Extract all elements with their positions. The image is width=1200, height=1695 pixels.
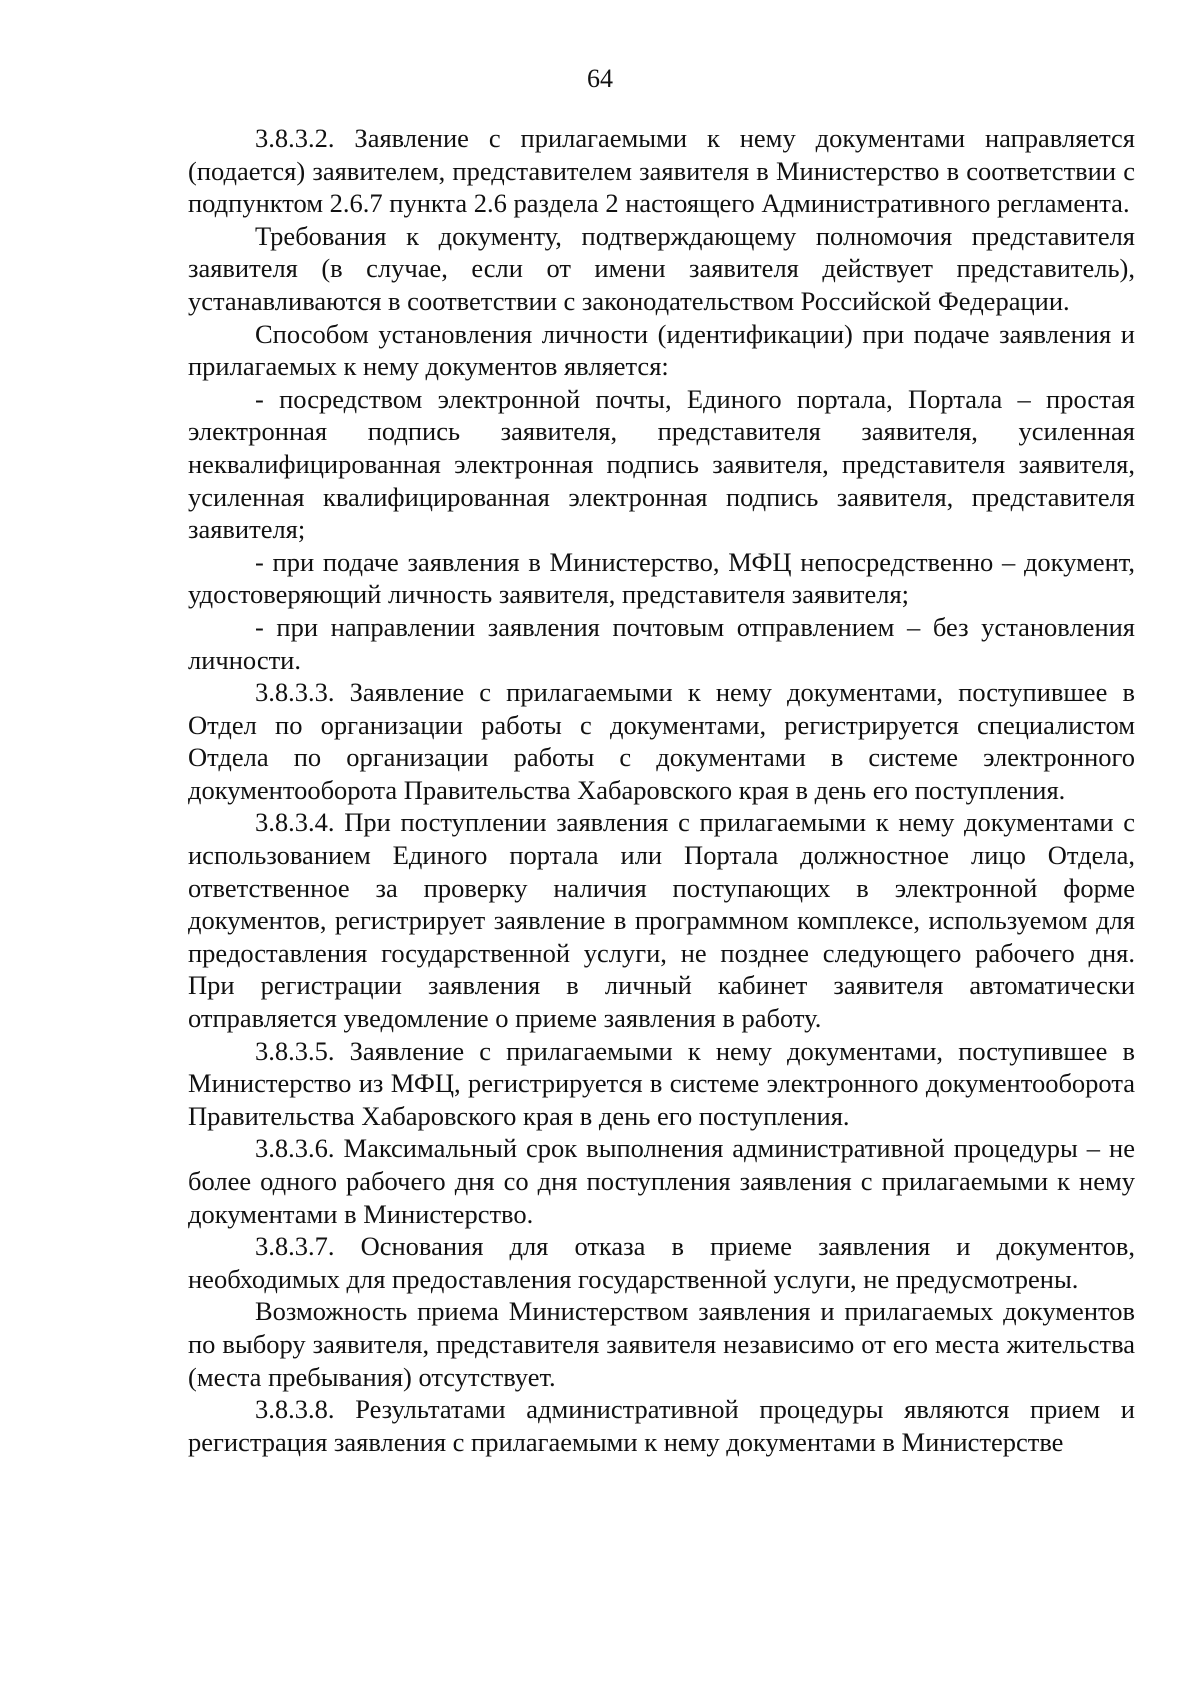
list-item-electronic-signature: - посредством электронной почты, Единого портала, Портала – простая электронная подпись заявителя, представителя заявителя, усиленная неквалифицированная электронная подпись заявителя, представителя заявителя, усиленная квалифицированная электронная подпись заявителя, представителя заявителя; — [188, 383, 1135, 545]
list-item-postal: - при направлении заявления почтовым отправлением – без установления личности. — [188, 611, 1135, 675]
paragraph-3-8-3-4: 3.8.3.4. При поступлении заявления с прилагаемыми к нему документами с использованием Единого портала или Портала должностное лицо Отдела, ответственное за проверку наличия поступающих в электронной форме документов, регистрирует заявление в программном комплексе, используемом для предоставления государственной услуги, не позднее следующего рабочего дня. При регистрации заявления в личный кабинет заявителя автоматически отправляется уведомление о приеме заявления в работу. — [188, 807, 1135, 1034]
paragraph-3-8-3-2: 3.8.3.2. Заявление с прилагаемыми к нему документами направляется (подается) заявителем, представителем заявителя в Министерство в соответствии с подпунктом 2.6.7 пункта 2.6 раздела 2 настоящего Административного регламента. — [188, 123, 1135, 219]
paragraph-3-8-3-3: 3.8.3.3. Заявление с прилагаемыми к нему документами, поступившее в Отдел по организации работы с документами, регистрируется специалистом Отдела по организации работы с документами в системе электронного документооборота Правительства Хабаровского края в день его поступления. — [188, 677, 1135, 805]
paragraph-3-8-3-8: 3.8.3.8. Результатами административной процедуры являются прием и регистрация заявления с прилагаемыми к нему документами в Министерстве — [188, 1394, 1135, 1457]
paragraph-identification-method: Способом установления личности (идентификации) при подаче заявления и прилагаемых к нему документов является: — [188, 318, 1135, 382]
paragraph-3-8-3-7: 3.8.3.7. Основания для отказа в приеме заявления и документов, необходимых для предоставления государственной услуги, не предусмотрены. — [188, 1231, 1135, 1294]
paragraph-representative-requirements: Требования к документу, подтверждающему полномочия представителя заявителя (в случае, если от имени заявителя действует представитель), устанавливаются в соответствии с законодательством Российской Федерации. — [188, 220, 1135, 316]
paragraph-3-8-3-6: 3.8.3.6. Максимальный срок выполнения административной процедуры – не более одного рабочего дня со дня поступления заявления с прилагаемыми к нему документами в Министерство. — [188, 1133, 1135, 1229]
page-number: 64 — [587, 64, 613, 93]
list-item-in-person: - при подаче заявления в Министерство, МФЦ непосредственно – документ, удостоверяющий личность заявителя, представителя заявителя; — [188, 546, 1135, 610]
paragraph-reception-possibility: Возможность приема Министерством заявления и прилагаемых документов по выбору заявителя, представителя заявителя независимо от его места жительства (места пребывания) отсутствует. — [188, 1296, 1135, 1392]
paragraph-3-8-3-5: 3.8.3.5. Заявление с прилагаемыми к нему документами, поступившее в Министерство из МФЦ, регистрируется в системе электронного документооборота Правительства Хабаровского края в день его поступления. — [188, 1035, 1135, 1131]
document-body — [188, 122, 1135, 1458]
